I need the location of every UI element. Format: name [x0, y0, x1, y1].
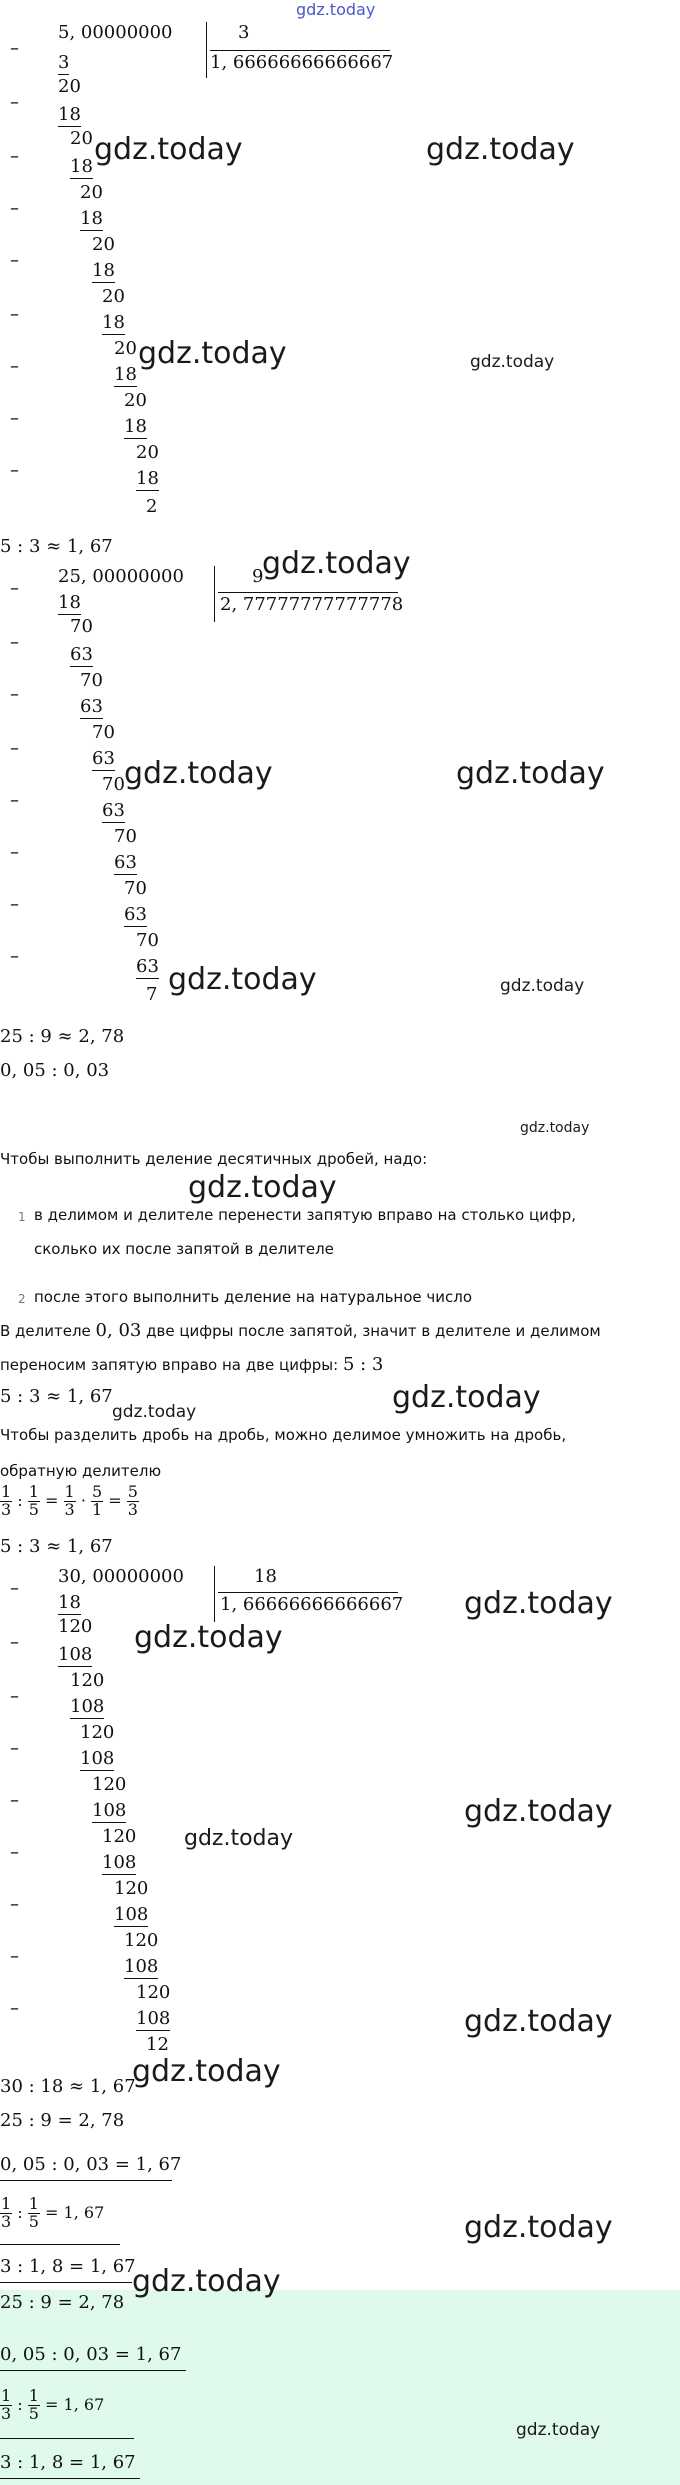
step-sub: 18: [58, 592, 81, 613]
list-item-1-cont: сколько их после запятой в делителе: [34, 1240, 334, 1258]
step-sub: 63: [136, 956, 159, 977]
list-item-1: в делимом и делителе перенести запятую вправо на столько цифр,: [34, 1206, 577, 1224]
step-rem: 20: [92, 234, 115, 255]
list-item-2: после этого выполнить деление на натуральное число: [34, 1288, 473, 1306]
list-number: 1: [18, 1210, 26, 1224]
step-rem: 20: [114, 338, 137, 359]
divisor: 9: [252, 566, 264, 587]
answer-1: 25 : 9 = 2, 78: [0, 2110, 125, 2131]
quotient: 2, 77777777777778: [220, 594, 404, 615]
quotient: 1, 66666666666667: [220, 1594, 404, 1615]
approx-3: 5 : 3 ≈ 1, 67: [0, 1536, 113, 1557]
step-rem: 7: [146, 984, 158, 1005]
watermark: gdz.today: [134, 1620, 283, 1655]
step-rem: 70: [114, 826, 137, 847]
step-sub: 18: [124, 416, 147, 437]
step-sub: 63: [102, 800, 125, 821]
watermark: gdz.today: [520, 1120, 590, 1136]
answer-4: 3 : 1, 8 = 1, 67: [0, 2452, 136, 2473]
step-rem: 2: [146, 496, 158, 517]
step-sub: 18: [114, 364, 137, 385]
step-sub: 63: [80, 696, 103, 717]
step-sub: 3: [58, 52, 70, 73]
step-sub: 108: [114, 1904, 149, 1925]
expression: 0, 05 : 0, 03: [0, 1060, 110, 1081]
step-sub: 63: [92, 748, 115, 769]
step-rem: 120: [70, 1670, 105, 1691]
watermark: gdz.today: [138, 336, 287, 371]
step-sub: 108: [92, 1800, 127, 1821]
step-sub: 63: [124, 904, 147, 925]
step-rem: 120: [136, 1982, 171, 2003]
watermark: gdz.today: [132, 2264, 281, 2299]
fraction-expression: $\frac{1}{3}$ : $\frac{1}{5}$ = $\frac{1}{3}$ · $\frac{5}{1}$ = $\frac{5}{3}$: [1, 1482, 138, 1519]
step-rem: 120: [102, 1826, 137, 1847]
watermark: gdz.today: [464, 2210, 613, 2245]
result-3: 30 : 18 ≈ 1, 67: [0, 2076, 136, 2097]
quotient: 1, 66666666666667: [210, 52, 394, 73]
watermark: gdz.today: [516, 2420, 601, 2440]
approx-2: 5 : 3 ≈ 1, 67: [0, 1386, 113, 1407]
step-rem: 120: [124, 1930, 159, 1951]
answer-3: $\frac{1}{3}$ : $\frac{1}{5}$ = 1, 67: [1, 2386, 105, 2423]
answer-1: 25 : 9 = 2, 78: [0, 2292, 125, 2313]
step-rem: 20: [80, 182, 103, 203]
watermark: gdz.today: [168, 962, 317, 997]
step-rem: 70: [102, 774, 125, 795]
step-rem: 120: [58, 1616, 93, 1637]
dividend: 5, 00000000: [58, 22, 173, 43]
watermark: gdz.today: [500, 976, 585, 996]
step-sub: 108: [70, 1696, 105, 1717]
step-sub: 108: [136, 2008, 171, 2029]
step-sub: 18: [70, 156, 93, 177]
step-sub: 108: [80, 1748, 115, 1769]
divisor: 3: [238, 22, 250, 43]
step-sub: 108: [58, 1644, 93, 1665]
step-sub: 18: [136, 468, 159, 489]
step-sub: 18: [102, 312, 125, 333]
step-sub: 63: [70, 644, 93, 665]
step-rem: 70: [136, 930, 159, 951]
watermark: gdz.today: [392, 1380, 541, 1415]
watermark: gdz.today: [188, 1170, 337, 1205]
step-rem: 70: [92, 722, 115, 743]
step-rem: 20: [70, 128, 93, 149]
watermark: gdz.today: [124, 756, 273, 791]
step-sub: 18: [58, 104, 81, 125]
answer-2: 0, 05 : 0, 03 = 1, 67: [0, 2154, 182, 2175]
answer-3: $\frac{1}{3}$ : $\frac{1}{5}$ = 1, 67: [1, 2194, 105, 2231]
list-number: 2: [18, 1292, 26, 1306]
step-rem: 120: [80, 1722, 115, 1743]
step-rem: 70: [70, 616, 93, 637]
watermark: gdz.today: [426, 132, 575, 167]
result-2: 25 : 9 ≈ 2, 78: [0, 1026, 125, 1047]
step-sub: 108: [102, 1852, 137, 1873]
rule-decimal-division: Чтобы выполнить деление десятичных дробей, надо:: [0, 1150, 428, 1168]
step-rem: 70: [80, 670, 103, 691]
step-sub: 18: [58, 1592, 81, 1613]
watermark: gdz.today: [464, 1586, 613, 1621]
step-rem: 70: [124, 878, 147, 899]
step-sub: 18: [80, 208, 103, 229]
step-rem: 120: [92, 1774, 127, 1795]
watermark: gdz.today: [464, 2004, 613, 2039]
dividend: 25, 00000000: [58, 566, 184, 587]
watermark: gdz.today: [456, 756, 605, 791]
watermark: gdz.today: [184, 1826, 294, 1851]
watermark: gdz.today: [262, 546, 411, 581]
watermark: gdz.today: [132, 2054, 281, 2089]
dividend: 30, 00000000: [58, 1566, 184, 1587]
step-sub: 108: [124, 1956, 159, 1977]
step-rem: 12: [146, 2034, 169, 2055]
step-sub: 18: [92, 260, 115, 281]
watermark: gdz.today: [94, 132, 243, 167]
watermark: gdz.today: [470, 352, 555, 372]
answer-4: 3 : 1, 8 = 1, 67: [0, 2256, 136, 2277]
watermark: gdz.today: [464, 1794, 613, 1829]
explanation-line-1: В делителе 0, 03 две цифры после запятой, значит в делителе и делимом: [0, 1320, 601, 1341]
step-rem: 20: [58, 76, 81, 97]
answer-2: 0, 05 : 0, 03 = 1, 67: [0, 2344, 182, 2365]
explanation-line-2: переносим запятую вправо на две цифры: 5 : 3: [0, 1354, 384, 1375]
step-rem: 20: [124, 390, 147, 411]
rule-fraction-division: Чтобы разделить дробь на дробь, можно делимое умножить на дробь,: [0, 1426, 567, 1444]
step-sub: 63: [114, 852, 137, 873]
watermark-top: gdz.today: [296, 0, 376, 19]
watermark: gdz.today: [112, 1402, 197, 1422]
step-rem: 20: [136, 442, 159, 463]
result-1: 5 : 3 ≈ 1, 67: [0, 536, 113, 557]
rule-fraction-division-cont: обратную делителю: [0, 1462, 162, 1480]
step-rem: 20: [102, 286, 125, 307]
step-rem: 120: [114, 1878, 149, 1899]
divisor: 18: [254, 1566, 277, 1587]
